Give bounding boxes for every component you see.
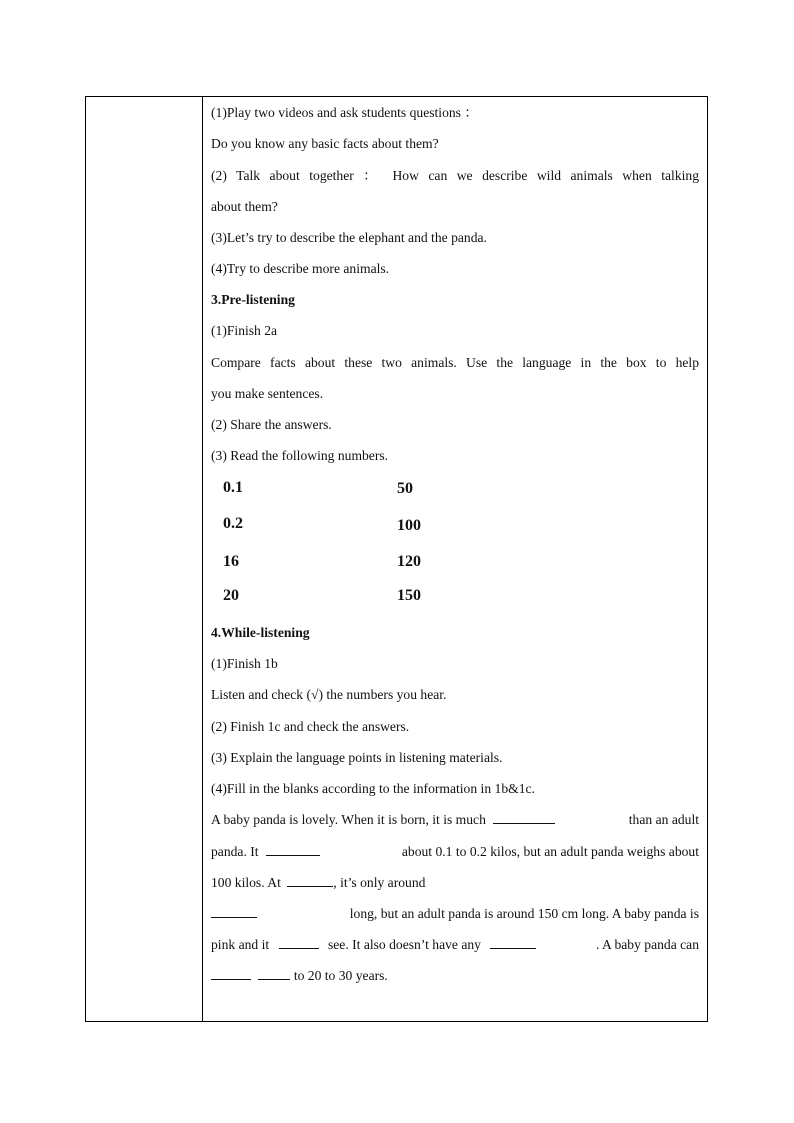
number-item: 20 xyxy=(223,587,239,604)
passage-line-3 xyxy=(211,874,699,892)
blank-5 xyxy=(279,936,319,949)
passage-line-2 xyxy=(211,843,699,861)
step-play-videos: (1)Play two videos and ask students questions ： xyxy=(211,105,478,120)
number-item: 0.1 xyxy=(223,479,243,496)
listen-and-check: Listen and check (√) the numbers you hear. xyxy=(211,687,447,702)
step-talk-together-cont: about them? xyxy=(211,199,278,214)
step-explain-points: (3) Explain the language points in listening materials. xyxy=(211,750,503,765)
passage-text: long, but an adult panda is around 150 cm long. A baby panda is xyxy=(349,906,699,921)
passage-text: 100 kilos. At xyxy=(211,875,281,890)
heading-while-listening: 4.While-listening xyxy=(211,625,310,640)
step-finish-1b: (1)Finish 1b xyxy=(211,656,278,671)
number-item: 120 xyxy=(397,553,421,570)
blank-1 xyxy=(493,811,555,824)
blank-7 xyxy=(211,967,251,980)
passage-text: than an adult xyxy=(628,812,699,827)
passage-line-6 xyxy=(211,967,699,985)
number-item: 0.2 xyxy=(223,515,243,532)
passage-text: see. It also doesn’t have any xyxy=(327,937,481,952)
passage-text: to 20 to 30 years. xyxy=(293,968,388,983)
passage-text: pink and it xyxy=(211,937,270,952)
question-basic-facts: Do you know any basic facts about them? xyxy=(211,136,439,151)
blank-2 xyxy=(266,843,320,856)
step-fill-blanks: (4)Fill in the blanks according to the information in 1b&1c. xyxy=(211,781,535,796)
blank-3 xyxy=(287,874,333,887)
heading-pre-listening: 3.Pre-listening xyxy=(211,292,295,307)
passage-text: about 0.1 to 0.2 kilos, but an adult panda weighs about xyxy=(401,844,699,859)
step-finish-2a: (1)Finish 2a xyxy=(211,323,278,338)
blank-8 xyxy=(258,967,290,980)
passage-text: . A baby panda can xyxy=(595,937,699,952)
passage-text: panda. It xyxy=(211,844,259,859)
step-read-numbers: (3) Read the following numbers. xyxy=(211,448,389,463)
step-share-answers: (2) Share the answers. xyxy=(211,417,332,432)
content-column xyxy=(203,97,707,1021)
compare-facts-cont: you make sentences. xyxy=(211,386,324,401)
step-talk-together: (2) Talk about together ： How can we describe wild animals when talking xyxy=(211,168,699,183)
passage-text: , it’s only around xyxy=(333,875,426,890)
left-column xyxy=(86,97,203,1021)
number-item: 100 xyxy=(397,517,421,534)
passage-line-1 xyxy=(211,811,699,829)
number-item: 16 xyxy=(223,553,239,570)
compare-facts: Compare facts about these two animals. Use the language in the box to help xyxy=(211,355,699,370)
lesson-table xyxy=(85,96,708,1022)
step-describe-more: (4)Try to describe more animals. xyxy=(211,261,390,276)
passage-line-5 xyxy=(211,936,699,954)
number-item: 150 xyxy=(397,587,421,604)
step-describe-elephant-panda: (3)Let’s try to describe the elephant and the panda. xyxy=(211,230,487,245)
number-item: 50 xyxy=(397,480,413,497)
passage-line-4 xyxy=(211,905,699,923)
blank-6 xyxy=(490,936,536,949)
step-finish-1c: (2) Finish 1c and check the answers. xyxy=(211,719,410,734)
blank-4 xyxy=(211,905,257,918)
passage-text: A baby panda is lovely. When it is born, it is much xyxy=(211,812,486,827)
